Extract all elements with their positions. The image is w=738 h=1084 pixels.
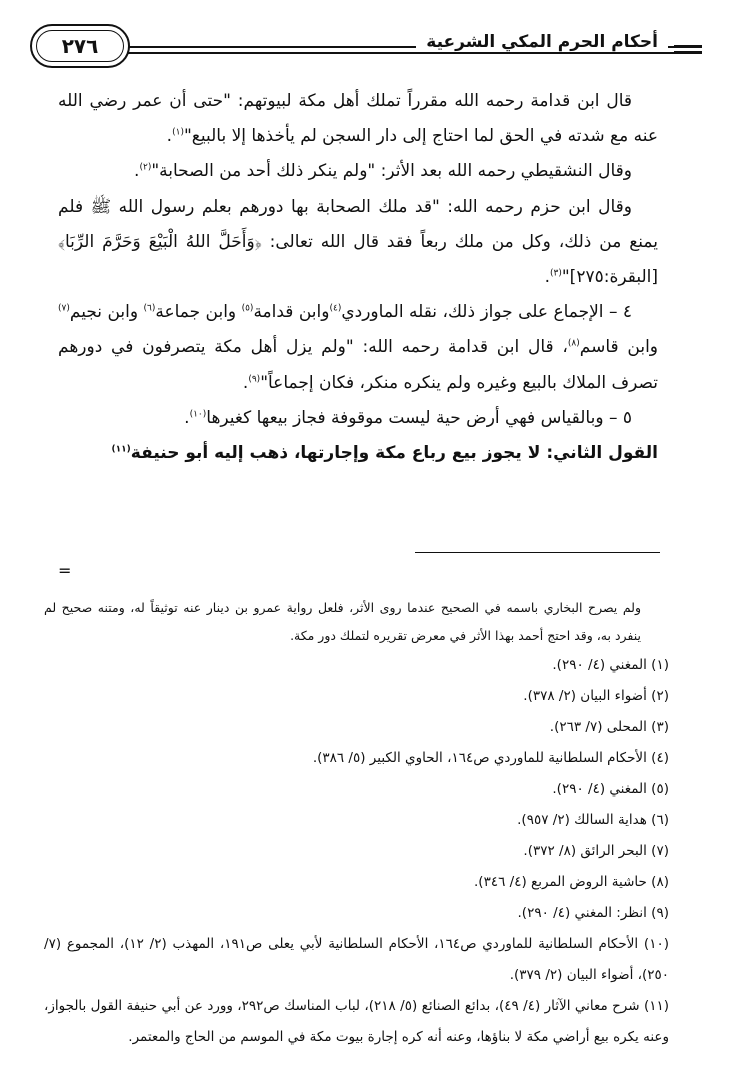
punct: .: [134, 161, 140, 182]
punct: .: [544, 267, 550, 288]
footnote-ref-4[interactable]: (٤): [329, 303, 342, 314]
punct: .: [242, 372, 249, 393]
footnote-ref-6[interactable]: (٦): [143, 303, 156, 314]
second-opinion-label: القول الثاني:: [546, 443, 658, 464]
header-end-ornament: [674, 43, 702, 55]
footnotes: [44, 594, 669, 1053]
header-rule-bottom: [125, 52, 702, 54]
punct: .: [184, 407, 190, 428]
paragraph-1: [58, 84, 658, 154]
footnote-6: (٦) هداية السالك (٢/ ٩٥٧).: [517, 812, 669, 828]
footnote-ref-5[interactable]: (٥): [241, 303, 254, 314]
footnote-10: (١٠) الأحكام السلطانية للماوردي ص١٦٤، الأحكام السلطانية لأبي يعلى ص١٩١، المهذب (٢/ ١٢)، المجموع (٧/ ٢٥٠)، أضواء البيان (٢/ ٣٧٩).: [44, 936, 669, 983]
footnote-ref-3[interactable]: (٣): [549, 268, 562, 279]
main-text: [58, 84, 658, 471]
paragraph-1-text: قال ابن قدامة رحمه الله مقرراً تملك أهل مكة لبيوتهم: "حتى أن عمر رضي الله عنه مع شدته في الحق لما احتاج إلى دار السجن لم يأخذها إلا بالبيع": [58, 91, 658, 147]
footnote-8: (٨) حاشية الروض المربع (٤/ ٣٤٦).: [474, 874, 669, 890]
footnote-separator: [415, 552, 660, 553]
paragraph-2: [58, 154, 658, 189]
paragraph-2-text: وقال النشقيطي رحمه الله بعد الأثر: "ولم ينكر ذلك أحد من الصحابة": [151, 161, 632, 182]
footnote-ref-8[interactable]: (٨): [567, 338, 580, 349]
footnote-9: (٩) انظر: المغني (٤/ ٢٩٠).: [517, 905, 669, 921]
header-title: أحكام الحرم المكي الشرعية: [416, 32, 668, 52]
footnote-ref-2[interactable]: (٢): [139, 162, 152, 173]
footnote-ref-7[interactable]: (٧): [58, 303, 70, 314]
running-header: [30, 22, 710, 68]
footnote-4: (٤) الأحكام السلطانية للماوردي ص١٦٤، الحاوي الكبير (٥/ ٣٨٦).: [312, 750, 669, 766]
footnote-5: (٥) المغني (٤/ ٢٩٠).: [552, 781, 669, 797]
paragraph-4-text: وابن نجيم: [69, 302, 144, 323]
paragraph-3: [58, 190, 658, 296]
paragraph-5: [58, 401, 658, 436]
footnote-11: (١١) شرح معاني الآثار (٤/ ٤٩)، بدائع الصنائع (٥/ ٢١٨)، لباب المناسك ص٢٩٢، وورد عن أبي حنيفة القول بالجواز، وعنه يكره بيع أراضي مكة لا بناؤها، وعنه أنه كره إجارة بيوت مكة في الموسم من الحاج والمعتمر.: [44, 998, 670, 1045]
footnote-ref-11[interactable]: (١١): [111, 444, 131, 455]
paragraph-4-text: وابن جماعة: [155, 302, 242, 323]
continuation-mark: =: [58, 561, 72, 580]
footnote-3: (٣) المحلى (٧/ ٢٦٣).: [549, 719, 669, 735]
footnote-ref-10[interactable]: (١٠): [189, 409, 207, 420]
paragraph-4-text: ، قال ابن قدامة رحمه الله: "ولم يزل أهل مكة يتصرفون في دورهم تصرف الملاك بالبيع وغيره ولم ينكره منكر، فكان إجماعاً": [58, 337, 658, 393]
footnote-7: (٧) البحر الرائق (٨/ ٣٧٢).: [523, 843, 669, 859]
footnote-2: (٢) أضواء البيان (٢/ ٣٧٨).: [523, 688, 669, 704]
paragraph-4-text: وابن قدامة: [253, 302, 330, 323]
paragraph-4-text: وابن قاسم: [579, 337, 659, 358]
paragraph-6: [58, 436, 658, 471]
paragraph-6-text: لا يجوز بيع رباع مكة وإجارتها، ذهب إليه أبو حنيفة: [130, 443, 547, 464]
paragraph-4: [58, 295, 658, 401]
paragraph-4-text: ٤ – الإجماع على جواز ذلك، نقله الماوردي: [341, 302, 632, 323]
paragraph-3-text: وقال ابن حزم رحمه الله: "قد ملك الصحابة بها دورهم بعلم رسول الله ﷺ فلم يمنع من ذلك، وكل من ملك ربعاً فقد قال الله تعالى: ﴿وَأَحَلَّ اللهُ الْبَيْعَ وَحَرَّمَ الرِّبَا﴾ [البقرة:٢٧٥]": [58, 196, 658, 288]
punct: .: [166, 126, 173, 147]
footnote-ref-1[interactable]: (١): [172, 127, 184, 138]
footnote-1: (١) المغني (٤/ ٢٩٠).: [552, 657, 669, 673]
paragraph-5-text: ٥ – وبالقياس فهي أرض حية ليست موقوفة فجاز بيعها كغيرها: [206, 407, 632, 428]
footnote-carry-over: ولم يصرح البخاري باسمه في الصحيح عندما روى الأثر، فلعل رواية عمرو بن دينار عنه توثيقاً له، ومتنه صحيح لم ينفرد به، وقد احتج أحمد بهذا الأثر في معرض تقريره لتملك دور مكة.: [44, 600, 641, 643]
page-number: ٢٧٦: [30, 24, 130, 68]
footnote-ref-9[interactable]: (٩): [248, 373, 261, 384]
